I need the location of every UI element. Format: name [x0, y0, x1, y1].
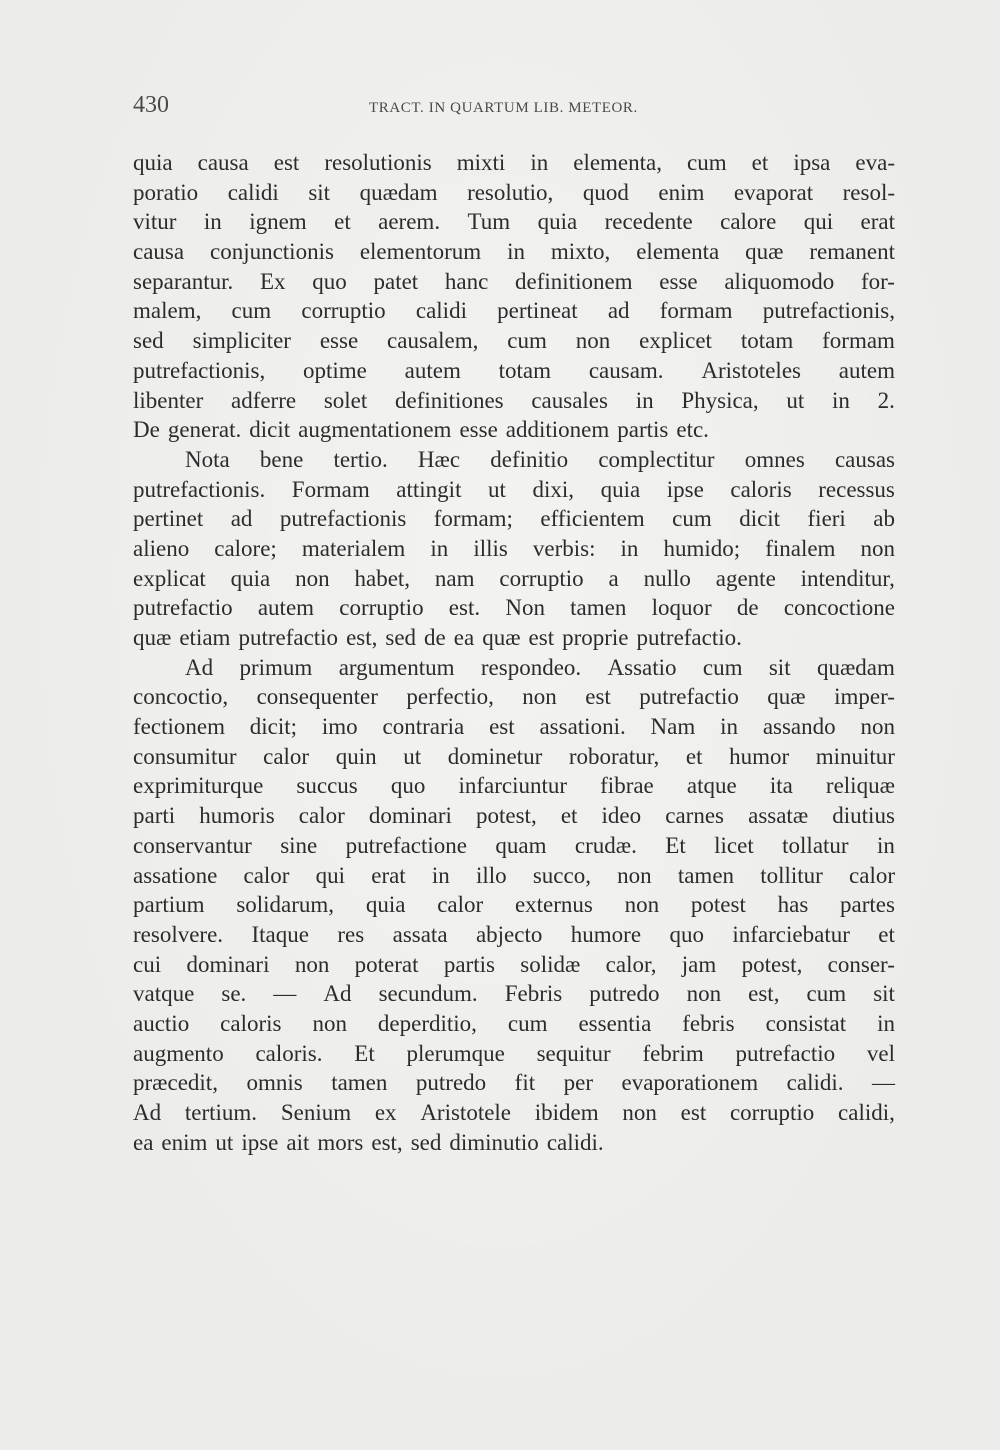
text-line: fectionem dicit; imo contraria est assationi. Nam in assando non: [133, 714, 895, 740]
text-line: poratio calidi sit quædam resolutio, quod enim evaporat resol-: [133, 179, 895, 205]
text-line: libenter adferre solet definitiones causales in Physica, ut in 2.: [133, 387, 895, 413]
text-line: auctio caloris non deperditio, cum essentia febris consistat in: [133, 1010, 895, 1036]
text-line: consumitur calor quin ut dominetur roboratur, et humor minuitur: [133, 743, 895, 769]
text-line: putrefactionis. Formam attingit ut dixi, quia ipse caloris recessus: [133, 476, 895, 502]
text-line: assatione calor qui erat in illo succo, non tamen tollitur calor: [133, 862, 895, 888]
text-line: quæ etiam putrefactio est, sed de ea quæ est proprie putrefactio.: [133, 625, 742, 650]
text-line: ea enim ut ipse ait mors est, sed diminutio calidi.: [133, 1129, 604, 1155]
text-line: concoctio, consequenter perfectio, non est putrefactio quæ imper-: [133, 684, 895, 710]
text-line: malem, cum corruptio calidi pertineat ad formam putrefactionis,: [133, 298, 895, 324]
text-line: causa conjunctionis elementorum in mixto, elementa quæ remanent: [133, 239, 895, 265]
text-line: Ad primum argumentum respondeo. Assatio cum sit quædam: [185, 654, 895, 680]
text-line: parti humoris calor dominari potest, et ideo carnes assatæ diutius: [133, 803, 895, 829]
text-line: exprimiturque succus quo infarciuntur fibrae atque ita reliquæ: [133, 773, 895, 799]
text-line: Nota bene tertio. Hæc definitio complectitur omnes causas: [185, 446, 895, 472]
text-line: cui dominari non poterat partis solidæ calor, jam potest, conser-: [133, 951, 895, 977]
text-line: sed simpliciter esse causalem, cum non explicet totam formam: [133, 328, 895, 354]
text-line: conservantur sine putrefactione quam crudæ. Et licet tollatur in: [133, 832, 895, 858]
text-line: partium solidarum, quia calor externus non potest has partes: [133, 892, 895, 918]
text-line: explicat quia non habet, nam corruptio a nullo agente intenditur,: [133, 565, 895, 591]
text-line: separantur. Ex quo patet hanc definitionem esse aliquomodo for-: [133, 268, 895, 294]
body-text: [133, 148, 895, 1157]
text-line: resolvere. Itaque res assata abjecto humore quo infarciebatur et: [133, 921, 895, 947]
running-title: TRACT. IN QUARTUM LIB. METEOR.: [369, 100, 638, 116]
text-line: alieno calore; materialem in illis verbis: in humido; finalem non: [133, 535, 895, 561]
text-line: vatque se. — Ad secundum. Febris putredo non est, cum sit: [133, 981, 895, 1007]
text-line: augmento caloris. Et plerumque sequitur febrim putrefactio vel: [133, 1040, 895, 1066]
text-line: Ad tertium. Senium ex Aristotele ibidem non est corruptio calidi,: [133, 1100, 895, 1125]
text-line: quia causa est resolutionis mixti in elementa, cum et ipsa eva-: [133, 150, 895, 175]
text-line: putrefactio autem corruptio est. Non tamen loquor de concoctione: [133, 595, 895, 621]
running-head: [133, 92, 893, 122]
text-line: De generat. dicit augmentationem esse additionem partis etc.: [133, 417, 709, 443]
text-line: putrefactionis, optime autem totam causam. Aristoteles autem: [133, 357, 895, 383]
text-line: præcedit, omnis tamen putredo fit per evaporationem calidi. —: [133, 1070, 895, 1096]
text-line: pertinet ad putrefactionis formam; efficientem cum dicit fieri ab: [133, 506, 895, 532]
text-line: vitur in ignem et aerem. Tum quia recedente calore qui erat: [133, 209, 895, 235]
page-number: 430: [133, 92, 169, 118]
